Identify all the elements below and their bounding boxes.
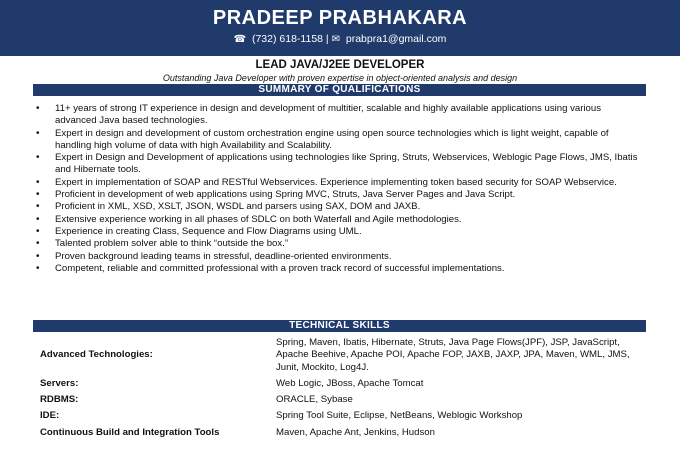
skills-row <box>40 337 640 378</box>
summary-item: • Extensive experience working in all phases of SDLC on both Waterfall and Agile methodologies. <box>33 214 645 226</box>
summary-item: • Expert in design and development of custom orchestration engine using open source technologies which is light weight, capable of handling high volume of data with high Availability and Scalability. <box>33 128 645 153</box>
summary-item: • Competent, reliable and committed professional with a proven track record of successful implementations. <box>33 263 645 275</box>
skill-values: ORACLE, Sybase <box>276 394 353 406</box>
skill-values: Maven, Apache Ant, Jenkins, Hudson <box>276 426 435 438</box>
skills-row <box>40 378 640 394</box>
email-address[interactable]: prabpra1@gmail.com <box>345 33 447 45</box>
tagline: Outstanding Java Developer with proven expertise in object-oriented analysis and design <box>162 73 518 83</box>
summary-item: • Talented problem solver able to think “outside the box.” <box>33 238 645 250</box>
summary-list <box>33 103 645 275</box>
skills-table <box>40 337 640 443</box>
skill-values: Web Logic, JBoss, Apache Tomcat <box>276 377 424 389</box>
skills-row <box>40 394 640 410</box>
summary-item: • Expert in implementation of SOAP and RESTful Webservices. Experience implementing token based security for SOAP Webservice. <box>33 177 645 189</box>
envelope-icon: ✉ <box>331 34 340 45</box>
job-title: LEAD JAVA/J2EE DEVELOPER <box>255 59 425 71</box>
skill-category: RDBMS: <box>40 394 79 406</box>
resume-header <box>0 0 680 56</box>
summary-item: • 11+ years of strong IT experience in design and development of multitier, scalable and highly available applications using various advanced Java based technologies. <box>33 103 645 128</box>
contact-line <box>0 33 680 45</box>
skill-values: Spring, Maven, Ibatis, Hibernate, Struts, Java Page Flows(JPF), JSP, JavaScript, Apache Beehive, Apache POI, Apache FOP, JAXB, JAXP, JPA, Maven, WML, JMS, Junit, Mockito, Log4J. <box>276 337 630 373</box>
phone-icon: ☎ <box>233 34 247 45</box>
summary-item: • Expert in Design and Development of applications using technologies like Spring, Struts, Webservices, Weblogic Page Flows, JMS, Ibatis and Hibernate tools. <box>33 152 645 177</box>
summary-heading: SUMMARY OF QUALIFICATIONS <box>33 84 646 96</box>
skills-row <box>40 410 640 426</box>
skill-category: IDE: <box>40 410 60 422</box>
skills-heading: TECHNICAL SKILLS <box>33 320 646 332</box>
summary-item: • Experience in creating Class, Sequence and Flow Diagrams using UML. <box>33 226 645 238</box>
skill-category: Advanced Technologies: <box>40 349 153 361</box>
summary-item: • Proficient in XML, XSD, XSLT, JSON, WSDL and parsers using SAX, DOM and JAXB. <box>33 201 645 213</box>
skills-row <box>40 427 640 443</box>
summary-item: • Proven background leading teams in stressful, deadline-oriented environments. <box>33 251 645 263</box>
candidate-name: PRADEEP PRABHAKARA <box>212 7 468 29</box>
skill-category: Servers: <box>40 377 79 389</box>
summary-item: • Proficient in development of web applications using Spring MVC, Struts, Java Server Pages and Java Script. <box>33 189 645 201</box>
skill-category: Continuous Build and Integration Tools <box>40 426 220 438</box>
phone-number: (732) 618-1158 | <box>251 33 329 45</box>
skill-values: Spring Tool Suite, Eclipse, NetBeans, Weblogic Workshop <box>276 410 523 422</box>
